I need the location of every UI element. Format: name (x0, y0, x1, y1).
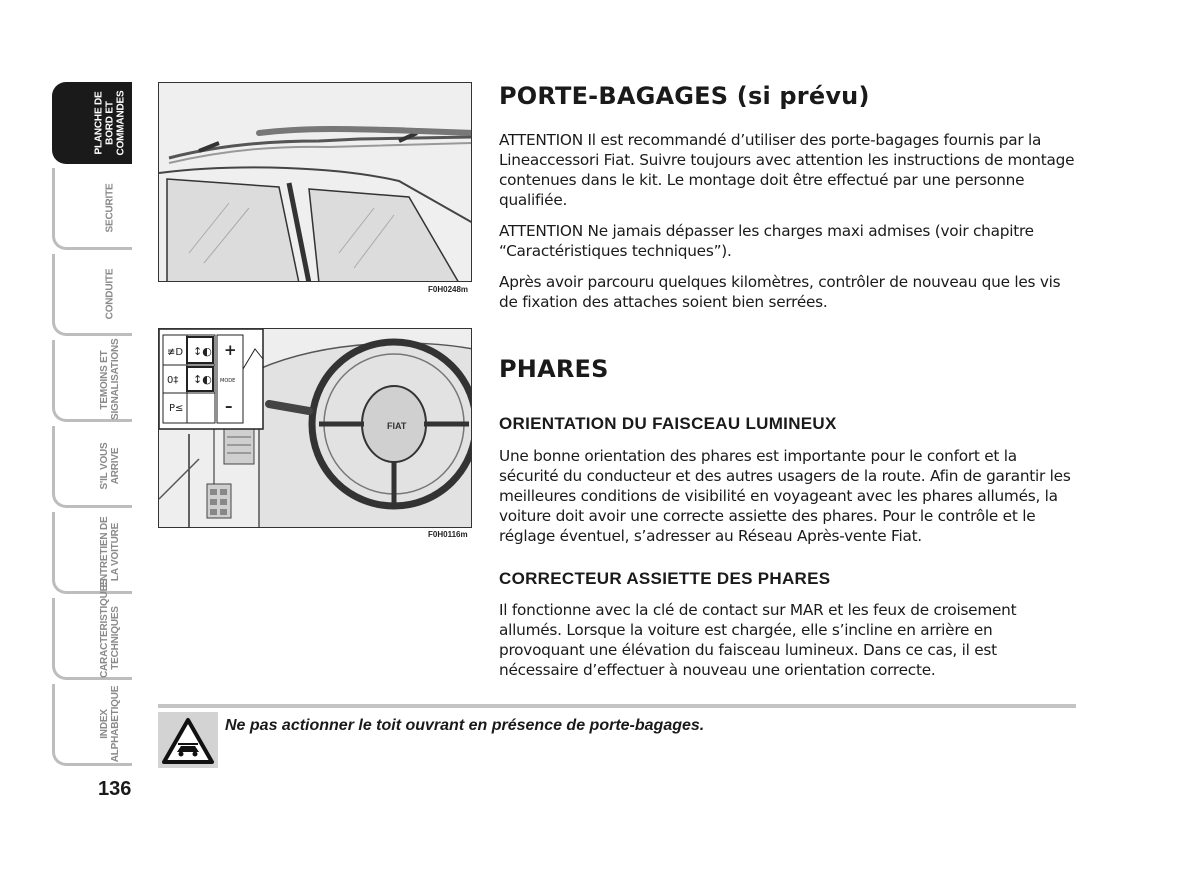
headlights-paragraph-2: Il fonctionne avec la clé de contact sur MAR et les feux de croisement allumés. Lorsque la voiture est chargée, elle s’incline en arrière en provoquant une élévation du faisceau lumineux. Dans ce cas, il est nécessaire d’effectuer à nouveau une orientation correcte. (499, 601, 1017, 679)
tab-label: CONDUITE (104, 268, 116, 319)
page-number: 136 (98, 778, 132, 800)
chapter-tabs (52, 82, 132, 770)
fiat-logo-text: FIAT (387, 421, 407, 431)
tab-entretien[interactable] (52, 512, 132, 594)
tab-temoins[interactable] (52, 340, 132, 422)
tab-label: ENTRETIEN DE LA VOITURE (99, 516, 121, 587)
roof-rack-title: PORTE-BAGAGES (si prévu) (499, 82, 870, 110)
roof-rack-illustration (158, 82, 472, 282)
roof-rack-paragraph-3: Après avoir parcouru quelques kilomètres, contrôler de nouveau que les vis de fixation des attaches soient bien serrées. (499, 273, 1061, 311)
tab-securite[interactable] (52, 168, 132, 250)
headlights-title: PHARES (499, 355, 609, 383)
tab-label: PLANCHE DE BORD ET COMMANDES (93, 90, 127, 156)
headlights-subtitle-orientation: ORIENTATION DU FAISCEAU LUMINEUX (499, 414, 837, 433)
svg-text:≢D: ≢D (167, 347, 184, 358)
roof-rack-paragraph-2: ATTENTION Ne jamais dépasser les charges maxi admises (voir chapitre “Caractéristiques techniques”). (499, 222, 1034, 260)
headlights-subtitle-corrector: CORRECTEUR ASSIETTE DES PHARES (499, 569, 831, 588)
tab-label: SECURITE (104, 183, 116, 232)
tab-conduite[interactable] (52, 254, 132, 336)
mode-label: MODE (220, 378, 236, 384)
figure-code: F0H0248m (428, 285, 469, 294)
headlights-paragraph-1: Une bonne orientation des phares est importante pour le confort et la sécurité du conducteur et des autres usagers de la route. Afin de garantir les meilleures conditions de visibilité en voyageant avec les phares allumés, la voiture doit avoir une correcte assiette des phares. Pour le contrôle et le réglage éventuel, s’adresser au Réseau Après-vente Fiat. (499, 447, 1071, 545)
svg-text:0‡: 0‡ (167, 375, 179, 386)
dashboard-drawing (159, 329, 472, 528)
tab-label: INDEX ALPHABETIQUE (99, 685, 121, 762)
plus-symbol: + (224, 341, 237, 359)
roof-rack-paragraph-1: ATTENTION Il est recommandé d’utiliser des porte-bagages fournis par la Lineaccessori Fiat. Suivre toujours avec attention les instructions de montage contenues dans le kit. Le montage doit être effectué par une personne qualifiée. (499, 131, 1075, 209)
tab-index[interactable] (52, 684, 132, 766)
warning-divider (158, 704, 1076, 708)
tab-label: S'IL VOUS ARRIVE (99, 441, 121, 490)
svg-text:↕◐: ↕◐ (193, 373, 212, 386)
tab-caracteristiques[interactable] (52, 577, 132, 680)
svg-text:↕◐: ↕◐ (193, 345, 212, 358)
figure-code: F0H0116m (428, 530, 468, 539)
car-roof-drawing (159, 83, 472, 282)
tab-sil-vous-arrive[interactable] (52, 426, 132, 508)
tab-label: TEMOINS ET SIGNALISATIONS (99, 338, 121, 420)
tab-label: CARACTERISTIQUES TECHNIQUES (99, 577, 121, 678)
warning-text: Ne pas actionner le toit ouvrant en présence de porte-bagages. (225, 717, 705, 734)
minus-symbol: – (225, 397, 233, 415)
warning-triangle-car-icon (158, 712, 218, 768)
svg-text:P≤: P≤ (169, 403, 184, 414)
headlight-switch-illustration (158, 328, 472, 528)
tab-planche-de-bord[interactable] (52, 82, 132, 164)
